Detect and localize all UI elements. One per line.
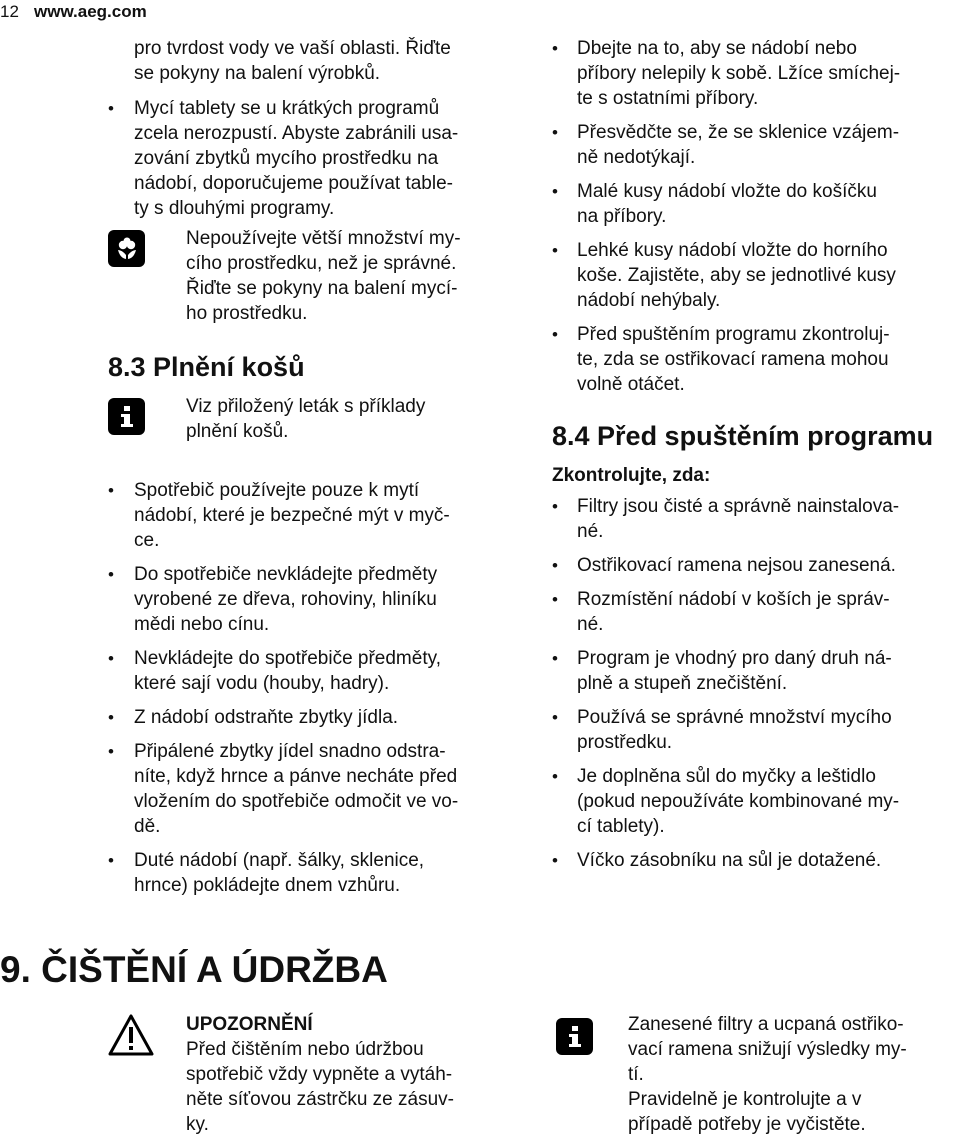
checklist-subheading: Zkontrolujte, zda:	[552, 465, 711, 486]
list-item: • Je doplněna sůl do myčky a leštidlo (pokud nepoužíváte kombinované my- cí tablety).	[552, 764, 957, 839]
list-item: • Víčko zásobníku na sůl je dotažené.	[552, 848, 957, 873]
list-item: • Spotřebič používejte pouze k mytí nádobí, které je bezpečné mýt v myč- ce.	[108, 478, 528, 553]
check-bullet-list	[552, 494, 957, 873]
list-item: • Do spotřebiče nevkládejte předměty vyrobené ze dřeva, rohoviny, hliníku mědi nebo cínu.	[108, 562, 528, 637]
filter-info-text: Zanesené filtry a ucpaná ostřiko- vací ramena snižují výsledky my- tí. Pravidelně je kontrolujte a v případě potřeby je vyčistěte.	[628, 1014, 907, 1135]
loading-bullet-list	[108, 478, 528, 898]
environment-icon	[108, 230, 145, 267]
list-item: • Nevkládejte do spotřebiče předměty, které sají vodu (houby, hadry).	[108, 646, 528, 696]
website-url: www.aeg.com	[34, 2, 147, 21]
environment-note: Nepoužívejte větší množství my- cího prostředku, než je správné. Řiďte se pokyny na balení mycí- ho prostředku.	[108, 230, 528, 338]
filter-info-note	[552, 1012, 957, 1137]
list-item: • Ostřikovací ramena nejsou zanesená.	[552, 553, 957, 578]
section-heading-8-3: 8.3 Plnění košů	[108, 352, 305, 382]
info-icon	[108, 398, 145, 435]
list-item: • Přesvědčte se, že se sklenice vzájem- ně nedotýkají.	[552, 120, 957, 170]
warning-text: Před čištěním nebo údržbou spotřebič vždy vypněte a vytáh- něte síťovou zástrčku ze zásuv- ky.	[186, 1039, 454, 1135]
info-icon	[556, 1018, 593, 1055]
list-item: • Rozmístění nádobí v koších je správ- né.	[552, 587, 957, 637]
list-item: • Lehké kusy nádobí vložte do horního koše. Zajistěte, aby se jednotlivé kusy nádobí nehýbaly.	[552, 238, 957, 313]
intro-paragraph: pro tvrdost vody ve vaší oblasti. Řiďte se pokyny na balení výrobků.	[134, 38, 451, 84]
list-item: • Program je vhodný pro daný druh ná- plně a stupeň znečištění.	[552, 646, 957, 696]
info-note: Viz přiložený leták s příklady plnění košů.	[108, 398, 528, 462]
right-column	[552, 36, 957, 882]
list-item: • Používá se správné množství mycího prostředku.	[552, 705, 957, 755]
loading-tips-list	[552, 36, 957, 397]
list-item: • Mycí tablety se u krátkých programů zcela nerozpustí. Abyste zabránili usa- zování zbytků mycího prostředku na nádobí, doporučujeme používat table- ty s dlouhými programy.	[108, 96, 528, 221]
list-item: • Malé kusy nádobí vložte do košíčku na příbory.	[552, 179, 957, 229]
left-column	[108, 36, 528, 907]
list-item: • Dbejte na to, aby se nádobí nebo příbory nelepily k sobě. Lžíce smíchej- te s ostatními příbory.	[552, 36, 957, 111]
list-item: • Filtry jsou čisté a správně nainstalova- né.	[552, 494, 957, 544]
list-item: • Před spuštěním programu zkontroluj- te, zda se ostřikovací ramena mohou volně otáčet.	[552, 322, 957, 397]
chapter-heading: 9. ČIŠTĚNÍ A ÚDRŽBA	[0, 949, 388, 990]
warning-title: UPOZORNĚNÍ	[186, 1014, 313, 1035]
list-item: • Duté nádobí (např. šálky, sklenice, hrnce) pokládejte dnem vzhůru.	[108, 848, 528, 898]
tablet-bullet-list	[108, 96, 528, 221]
warning-note	[108, 1012, 528, 1137]
warning-icon	[108, 1014, 154, 1056]
list-item: • Z nádobí odstraňte zbytky jídla.	[108, 705, 528, 730]
page-number: 12	[0, 0, 30, 26]
section-heading-8-4: 8.4 Před spuštěním programu	[552, 421, 934, 451]
list-item: • Připálené zbytky jídel snadno odstra- níte, když hrnce a pánve necháte před vložením do spotřebiče odmočit ve vo- dě.	[108, 739, 528, 839]
